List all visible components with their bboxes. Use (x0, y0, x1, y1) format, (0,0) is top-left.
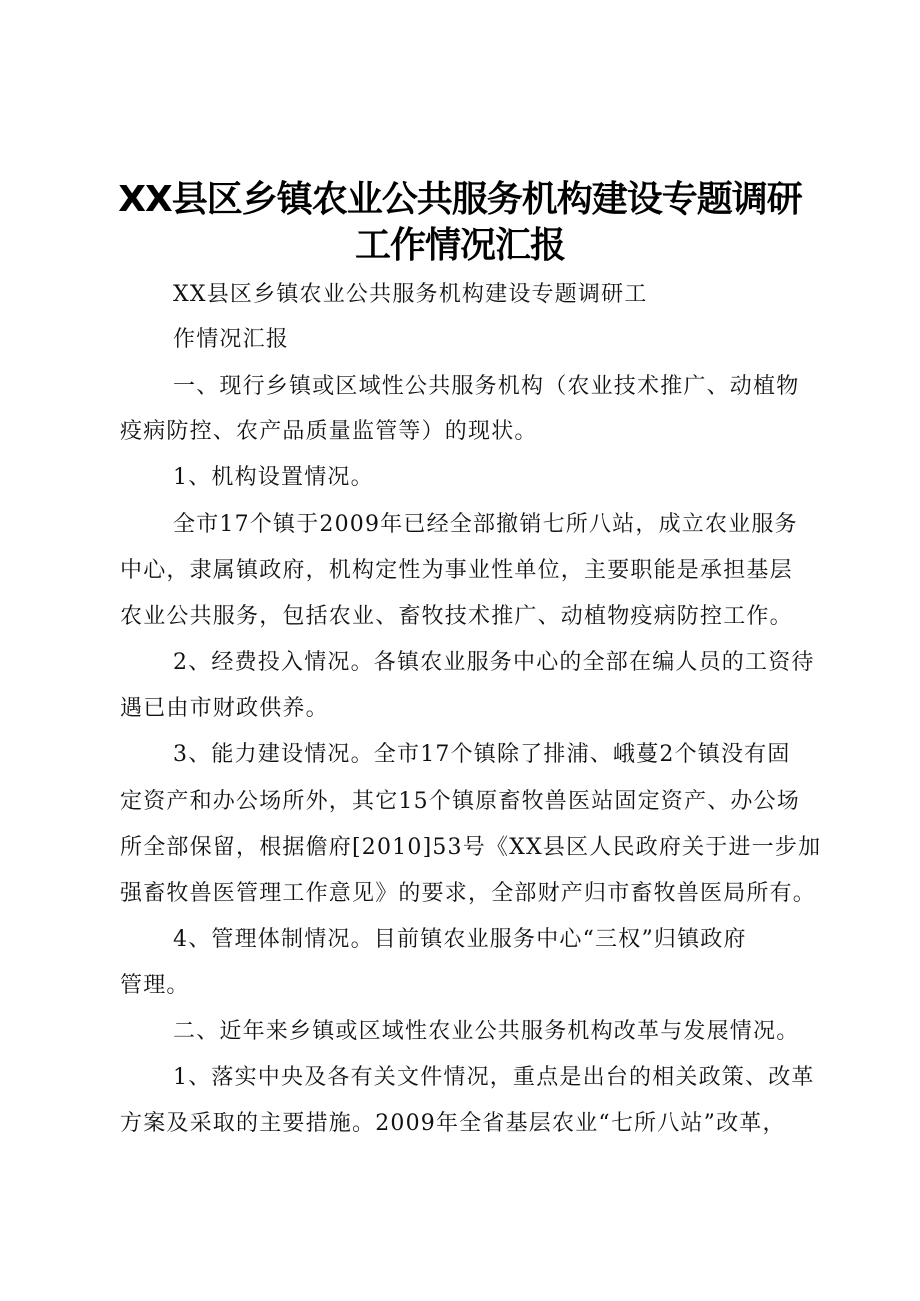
body-line: 强畜牧兽医管理工作意见》的要求，全部财产归市畜牧兽医局所有。 (120, 881, 817, 906)
body-line: XX县区乡镇农业公共服务机构建设专题调研工 (173, 282, 648, 307)
body-line: 二、近年来乡镇或区域性农业公共服务机构改革与发展情况。 (173, 1019, 800, 1044)
body-line: 作情况汇报 (173, 327, 290, 352)
body-line: 遇已由市财政供养。 (120, 696, 329, 721)
body-line: 农业公共服务，包括农业、畜牧技术推广、动植物疫病防控工作。 (120, 604, 793, 629)
body-line: 方案及采取的主要措施。2009年全省基层农业“七所八站”改革， (120, 1111, 786, 1136)
body-line: 所全部保留，根据儋府[2010]53号《XX县区人民政府关于进一步加 (120, 835, 822, 860)
document-title-line-2: 工作情况汇报 (354, 225, 565, 266)
body-line: 1、落实中央及各有关文件情况，重点是出台的相关政策、改革 (173, 1065, 815, 1090)
body-line: 管理。 (120, 973, 190, 998)
body-line: 2、经费投入情况。各镇农业服务中心的全部在编人员的工资待 (173, 650, 815, 675)
body-line: 一、现行乡镇或区域性公共服务机构（农业技术推广、动植物 (173, 374, 800, 399)
body-line: 疫病防控、农产品质量监管等）的现状。 (120, 419, 538, 444)
body-line: 3、能力建设情况。全市17个镇除了排浦、峨蔓2个镇没有固 (173, 742, 791, 767)
body-line: 4、管理体制情况。目前镇农业服务中心“三权”归镇政府 (173, 927, 747, 952)
document-title-line-1: XX县区乡镇农业公共服务机构建设专题调研 (118, 179, 802, 220)
body-line: 1、机构设置情况。 (173, 465, 374, 490)
body-line: 中心，隶属镇政府，机构定性为事业性单位，主要职能是承担基层 (120, 558, 793, 583)
body-line: 定资产和办公场所外，其它15个镇原畜牧兽医站固定资产、办公场 (120, 789, 800, 814)
body-line: 全市17个镇于2009年已经全部撤销七所八站，成立农业服务 (173, 512, 798, 537)
